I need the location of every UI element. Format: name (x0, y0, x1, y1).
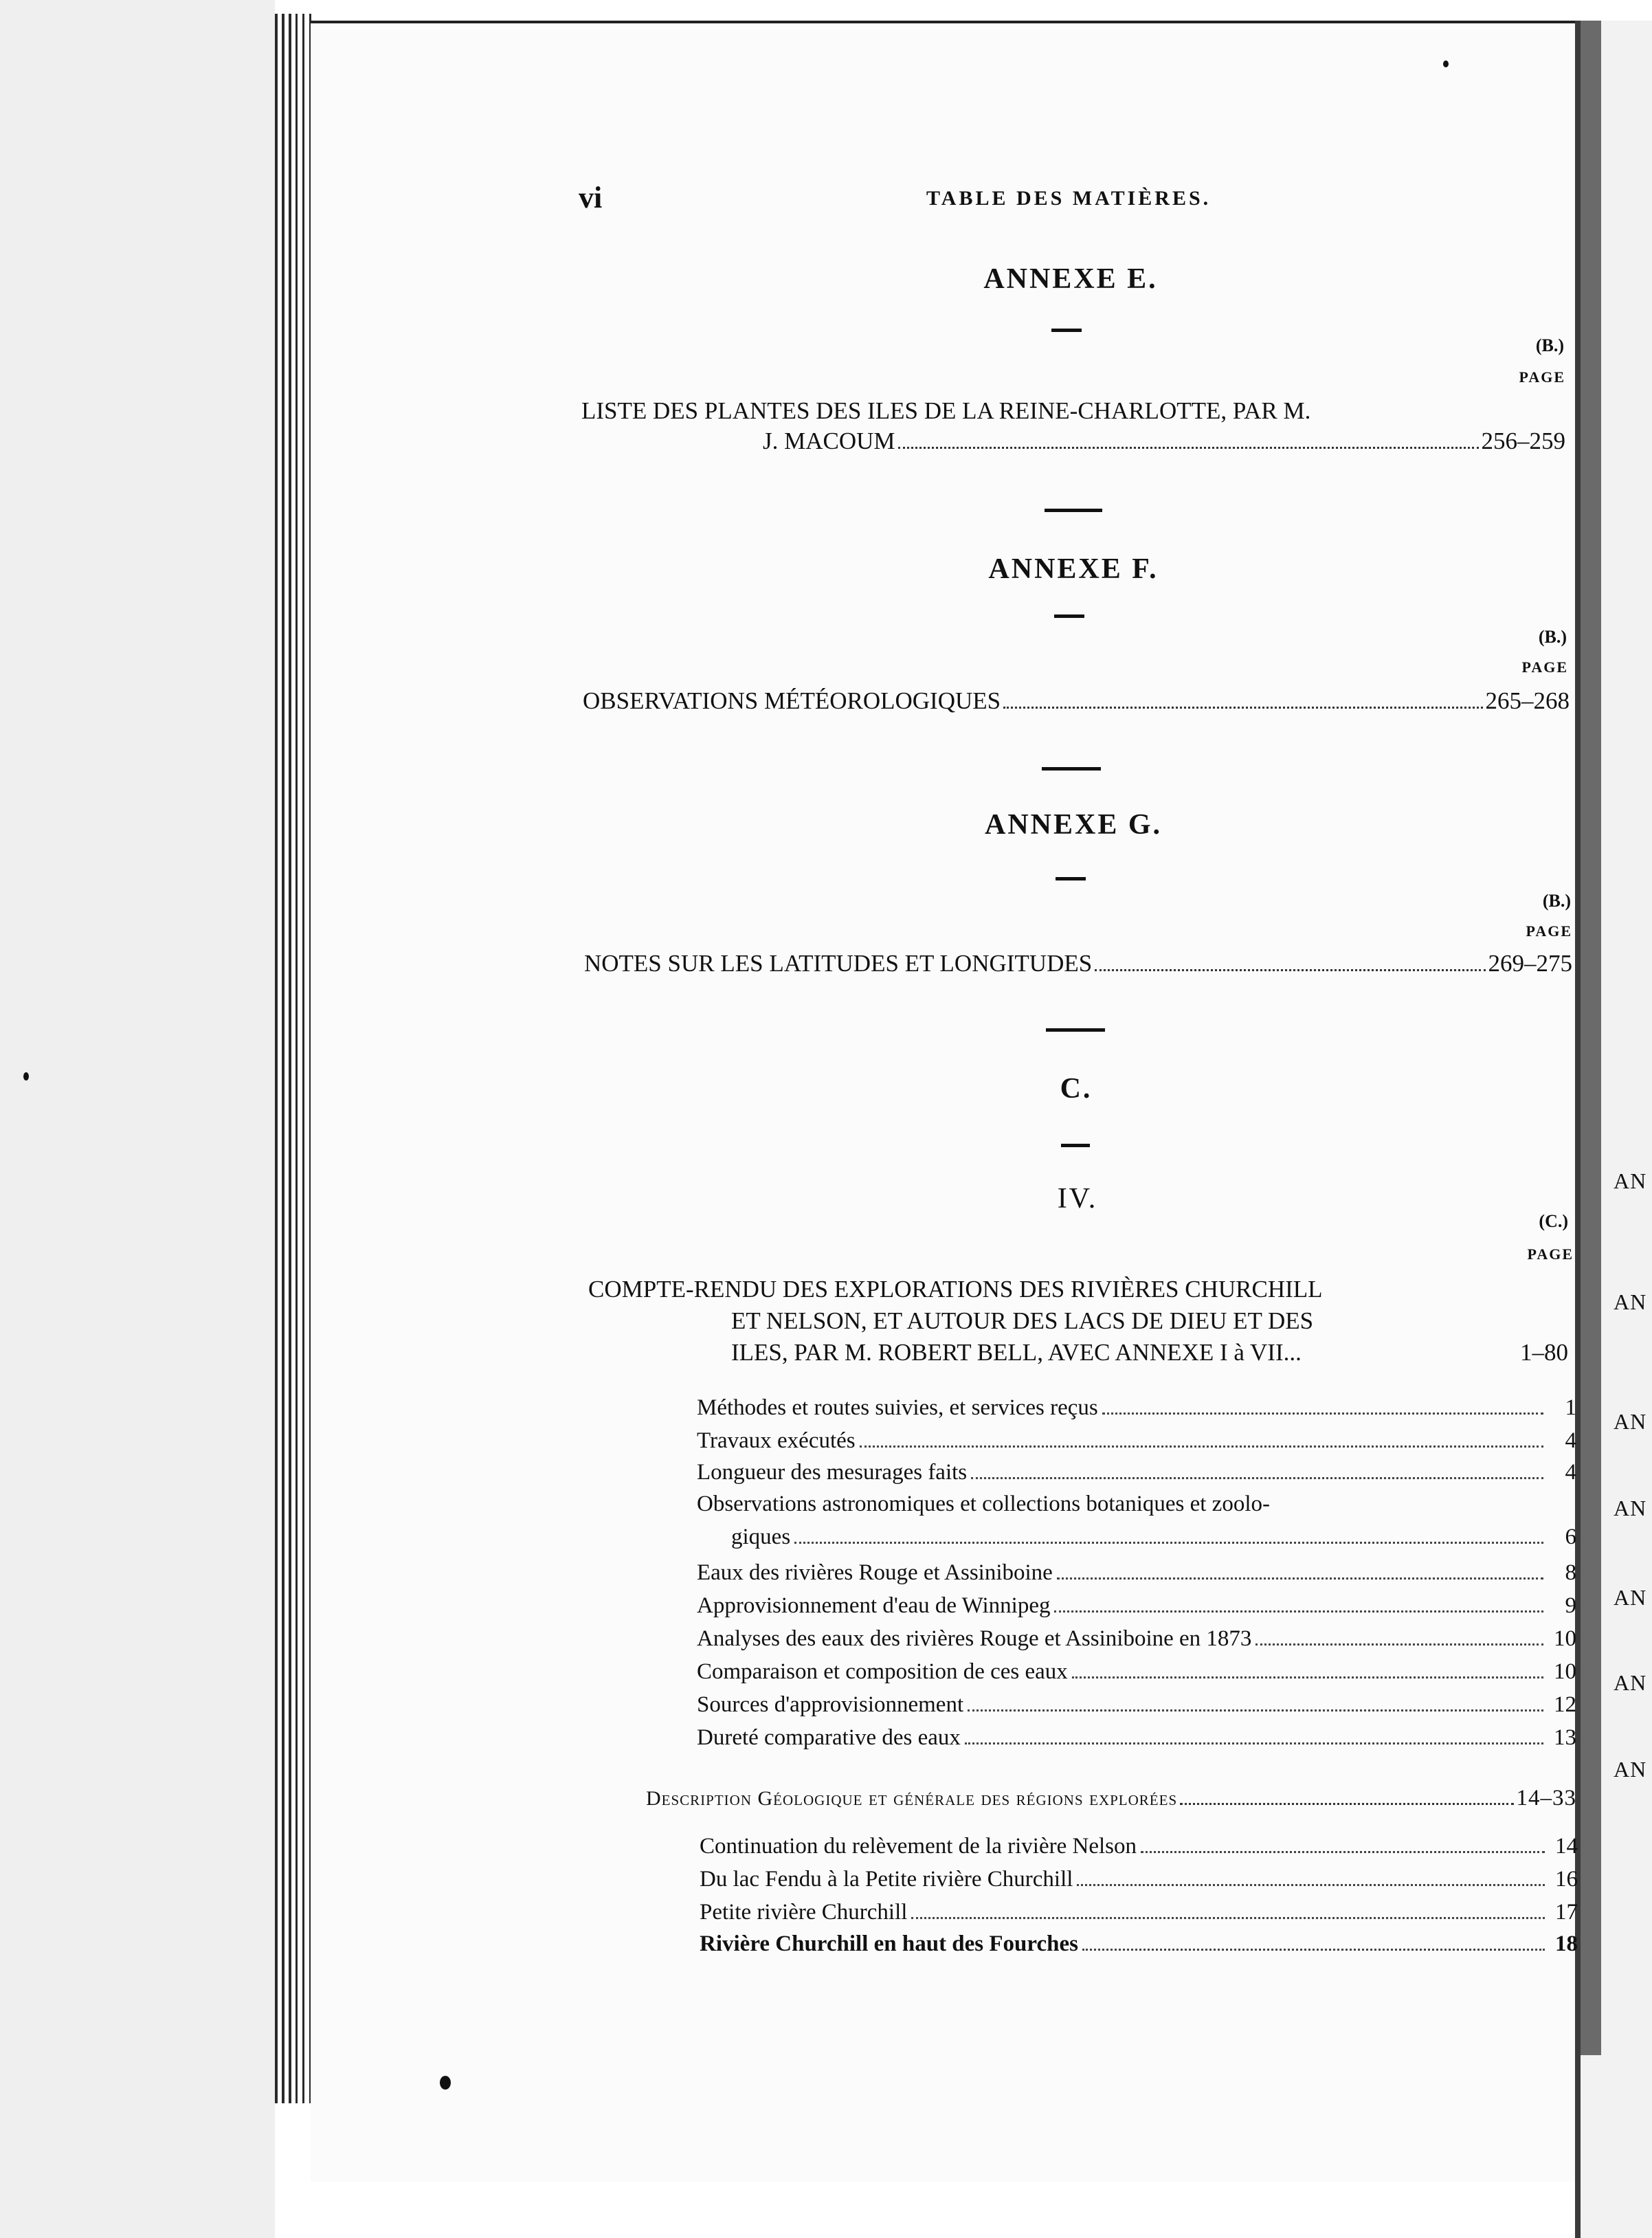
toc-entry (583, 687, 1570, 715)
facing-page-fragment: AN (1614, 1496, 1647, 1520)
toc-subentry-page: 9 (1565, 1593, 1576, 1618)
section-rule (1046, 1028, 1105, 1032)
book-page-edges (275, 14, 316, 2103)
annexe-g-heading: ANNEXE G. (984, 809, 1163, 841)
toc-subentry-title: Rivière Churchill en haut des Fourches (700, 1931, 1078, 1956)
leader-dots (911, 1917, 1545, 1919)
short-rule (1051, 329, 1082, 332)
facing-page-gutter (1581, 21, 1601, 2055)
toc-page-range: 265–268 (1485, 687, 1570, 714)
leader-dots (971, 1477, 1543, 1479)
leader-dots (1255, 1643, 1543, 1646)
column-label-series: (B.) (1542, 891, 1571, 911)
facing-page-fragment: AN (1614, 1585, 1647, 1610)
toc-subentry-page: 18 (1555, 1931, 1578, 1956)
toc-subentry (697, 1395, 1576, 1421)
toc-subentry-title-cont: giques (731, 1525, 791, 1549)
leader-dots (860, 1445, 1543, 1448)
report-title-line2: ET NELSON, ET AUTOUR DES LACS DE DIEU ET DES (731, 1307, 1314, 1334)
toc-subentry (697, 1692, 1576, 1718)
toc-entry-title: NOTES SUR LES LATITUDES ET LONGITUDES (584, 950, 1093, 977)
toc-subentry-page: 1 (1565, 1395, 1576, 1420)
leader-dots (968, 1709, 1543, 1711)
toc-subentry (700, 1900, 1578, 1925)
toc-subentry-title: Continuation du relèvement de la rivière Nelson (700, 1834, 1137, 1859)
column-label-series: (B.) (1535, 335, 1564, 355)
toc-subentry-page: 13 (1554, 1725, 1576, 1750)
scan-left-margin (0, 0, 275, 2238)
toc-subentry-page: 4 (1565, 1460, 1576, 1485)
toc-subentry-title: Observations astronomiques et collections botaniques et zoolo- (697, 1492, 1270, 1516)
column-label-page: PAGE (1519, 368, 1565, 386)
section-rule (1042, 767, 1101, 771)
toc-subentry (697, 1428, 1576, 1454)
toc-subentry-title: Analyses des eaux des rivières Rouge et Assiniboine en 1873 (697, 1626, 1252, 1651)
toc-subentry-title: Méthodes et routes suivies, et services reçus (697, 1395, 1098, 1420)
report-title-line3: ILES, PAR M. ROBERT BELL, AVEC ANNEXE I à VII... (731, 1339, 1302, 1366)
facing-page-fragment: AN (1614, 1757, 1647, 1782)
leader-dots (1102, 1412, 1543, 1415)
toc-entry-title: LISTE DES PLANTES DES ILES DE LA REINE-CHARLOTTE, PAR M. (581, 397, 1311, 424)
facing-page-fragment: AN (1614, 1670, 1647, 1695)
toc-subentry-page: 14 (1555, 1834, 1578, 1859)
toc-subentry-title: Approvisionnement d'eau de Winnipeg (697, 1593, 1051, 1618)
report-page-range: 1–80 (1520, 1339, 1568, 1366)
facing-page-fragment: AN (1614, 1289, 1647, 1314)
toc-page-range: 14–33 (1516, 1786, 1576, 1810)
column-label-page: PAGE (1521, 658, 1568, 676)
column-label-page: PAGE (1526, 922, 1572, 940)
toc-subentry (697, 1725, 1576, 1751)
leader-dots (1072, 1676, 1543, 1678)
toc-subentry (731, 1525, 1576, 1550)
page-number: vi (579, 181, 603, 214)
annexe-e-heading: ANNEXE E. (983, 263, 1158, 295)
section-c-heading: C. (1060, 1073, 1093, 1105)
toc-subentry (697, 1626, 1576, 1652)
toc-subentry-title: Longueur des mesurages faits (697, 1460, 968, 1485)
leader-dots (965, 1742, 1543, 1744)
facing-page-fragment: AN (1614, 1409, 1647, 1434)
toc-subentry-page: 12 (1554, 1692, 1576, 1717)
toc-subentry-title: Eaux des rivières Rouge et Assiniboine (697, 1560, 1053, 1585)
toc-subentry-title: Travaux exécutés (697, 1428, 856, 1453)
toc-entry (763, 428, 1565, 455)
toc-subentry-title: Comparaison et composition de ces eaux (697, 1659, 1068, 1684)
toc-subentry (700, 1931, 1578, 1957)
toc-subentry-page: 4 (1565, 1428, 1576, 1453)
toc-subentry (700, 1867, 1578, 1892)
scan-speck (1443, 60, 1449, 67)
description-heading: Description Géologique et générale des régions explorées (646, 1787, 1178, 1810)
toc-entry (584, 950, 1572, 977)
report-title-line1: COMPTE-RENDU DES EXPLORATIONS DES RIVIÈRES CHURCHILL (588, 1276, 1323, 1303)
running-title: TABLE DES MATIÈRES. (926, 187, 1212, 210)
toc-subentry (697, 1593, 1576, 1619)
short-rule (1054, 614, 1084, 618)
toc-subentry-title: Du lac Fendu à la Petite rivière Churchill (700, 1867, 1073, 1892)
toc-entry-title: OBSERVATIONS MÉTÉOROLOGIQUES (583, 687, 1001, 714)
short-rule (1061, 1144, 1090, 1147)
column-label-series: (B.) (1538, 627, 1567, 647)
toc-subentry-page: 10 (1554, 1659, 1576, 1684)
column-label-page: PAGE (1527, 1245, 1574, 1263)
toc-entry (646, 1786, 1576, 1811)
scan-speck (440, 2076, 451, 2090)
toc-subentry (697, 1460, 1576, 1485)
toc-subentry (697, 1659, 1576, 1685)
toc-subentry-page: 6 (1565, 1525, 1576, 1549)
toc-subentry (700, 1834, 1578, 1859)
leader-dots (1057, 1577, 1543, 1580)
toc-subentry-page: 8 (1565, 1560, 1576, 1585)
toc-page-range: 269–275 (1488, 950, 1572, 977)
toc-entry-title-cont: J. MACOUM (763, 428, 895, 454)
toc-page-range: 256–259 (1481, 428, 1565, 454)
leader-dots (1095, 969, 1485, 971)
leader-dots (1141, 1851, 1545, 1853)
leader-dots (1003, 707, 1482, 709)
toc-subentry-title: Sources d'approvisionnement (697, 1692, 964, 1717)
toc-subentry-page: 16 (1555, 1867, 1578, 1892)
part-iv-heading: IV. (1057, 1183, 1098, 1215)
toc-subentry-title: Dureté comparative des eaux (697, 1725, 961, 1750)
leader-dots (1054, 1610, 1543, 1613)
toc-subentry-page: 17 (1555, 1900, 1578, 1925)
leader-dots (898, 447, 1479, 449)
toc-subentry-page: 10 (1554, 1626, 1576, 1651)
column-label-series: (C.) (1539, 1211, 1568, 1231)
short-rule (1056, 877, 1086, 880)
toc-subentry (697, 1560, 1576, 1586)
leader-dots (1082, 1949, 1545, 1951)
annexe-f-heading: ANNEXE F. (988, 553, 1159, 585)
leader-dots (794, 1542, 1543, 1544)
section-rule (1045, 509, 1102, 512)
facing-page-fragment: AN (1614, 1168, 1647, 1193)
scan-speck (23, 1072, 29, 1081)
toc-subentry-title: Petite rivière Churchill (700, 1900, 908, 1925)
leader-dots (1180, 1803, 1513, 1805)
leader-dots (1077, 1884, 1545, 1886)
